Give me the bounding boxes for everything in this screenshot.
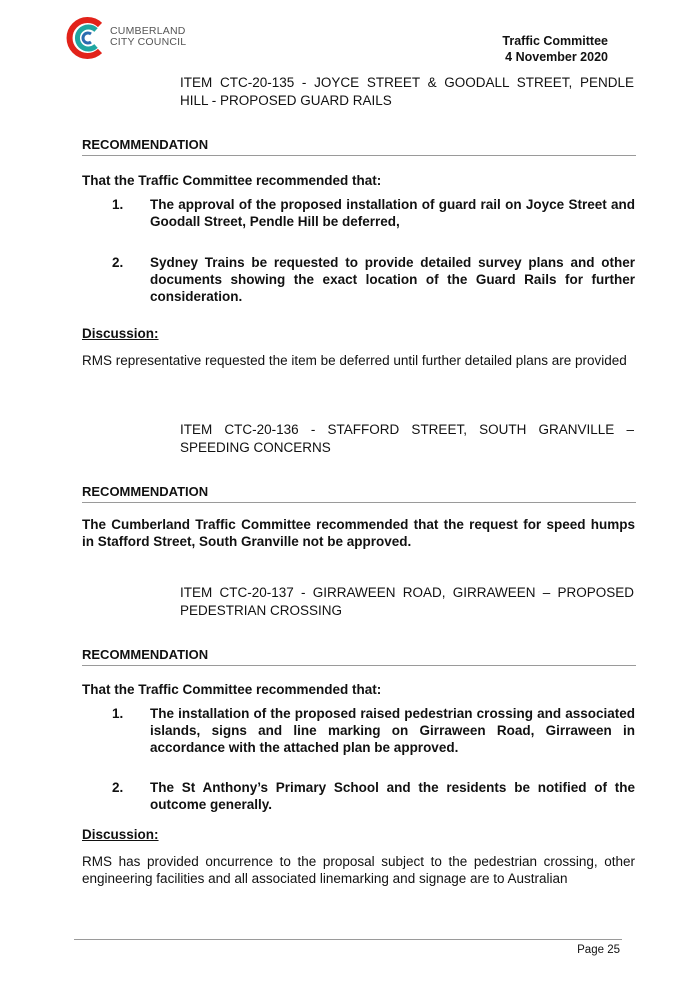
recommendation-list-item (112, 705, 635, 756)
recommendation-heading: RECOMMENDATION (82, 137, 636, 156)
discussion-heading: Discussion: (82, 827, 159, 842)
list-number: 1. (112, 706, 124, 721)
item-title: ITEM CTC-20-135 - JOYCE STREET & GOODALL STREET, PENDLE HILL - PROPOSED GUARD RAILS (180, 75, 634, 108)
page-number: Page 25 (577, 944, 620, 956)
recommendation-heading: RECOMMENDATION (82, 484, 636, 503)
list-text: The installation of the proposed raised pedestrian crossing and associated islands, signs and line marking on Girraween Road, Girraween in accordance with the attached plan be approved. (150, 706, 635, 755)
council-name (110, 26, 186, 48)
list-text: Sydney Trains be requested to provide detailed survey plans and other documents showing the exact location of the Guard Rails for further consideration. (150, 255, 635, 304)
recommendation-intro: That the Traffic Committee recommended that: (82, 173, 382, 188)
council-logo-mark (64, 13, 108, 63)
item-title: ITEM CTC-20-136 - STAFFORD STREET, SOUTH GRANVILLE – SPEEDING CONCERNS (180, 422, 634, 455)
recommendation-list-item (112, 196, 635, 230)
recommendation-intro: That the Traffic Committee recommended that: (82, 682, 382, 697)
council-logo (64, 13, 204, 65)
recommendation-list-item (112, 779, 635, 813)
discussion-text: RMS representative requested the item be deferred until further detailed plans are provided (82, 353, 627, 368)
list-number: 2. (112, 780, 124, 795)
meeting-date: 4 November 2020 (505, 50, 608, 64)
discussion-heading: Discussion: (82, 326, 159, 341)
list-number: 1. (112, 197, 124, 212)
item-title: ITEM CTC-20-137 - GIRRAWEEN ROAD, GIRRAWEEN – PROPOSED PEDESTRIAN CROSSING (180, 585, 634, 618)
council-name-line2: CITY COUNCIL (110, 36, 187, 48)
discussion-text: RMS has provided oncurrence to the proposal subject to the pedestrian crossing, other engineering facilities and all associated linemarking and signage are to Australian (82, 854, 635, 886)
committee-name: Traffic Committee (502, 34, 608, 48)
list-number: 2. (112, 255, 124, 270)
council-name-line1: CUMBERLAND (110, 25, 186, 37)
recommendation-list-item (112, 254, 635, 305)
recommendation-heading: RECOMMENDATION (82, 647, 636, 666)
list-text: The approval of the proposed installation of guard rail on Joyce Street and Goodall Street, Pendle Hill be deferred, (150, 197, 635, 229)
list-text: The St Anthony’s Primary School and the residents be notified of the outcome generally. (150, 780, 635, 812)
header-info (502, 33, 608, 65)
footer-rule (74, 939, 622, 940)
recommendation-text: The Cumberland Traffic Committee recommended that the request for speed humps in Stafford Street, South Granville not be approved. (82, 517, 635, 549)
